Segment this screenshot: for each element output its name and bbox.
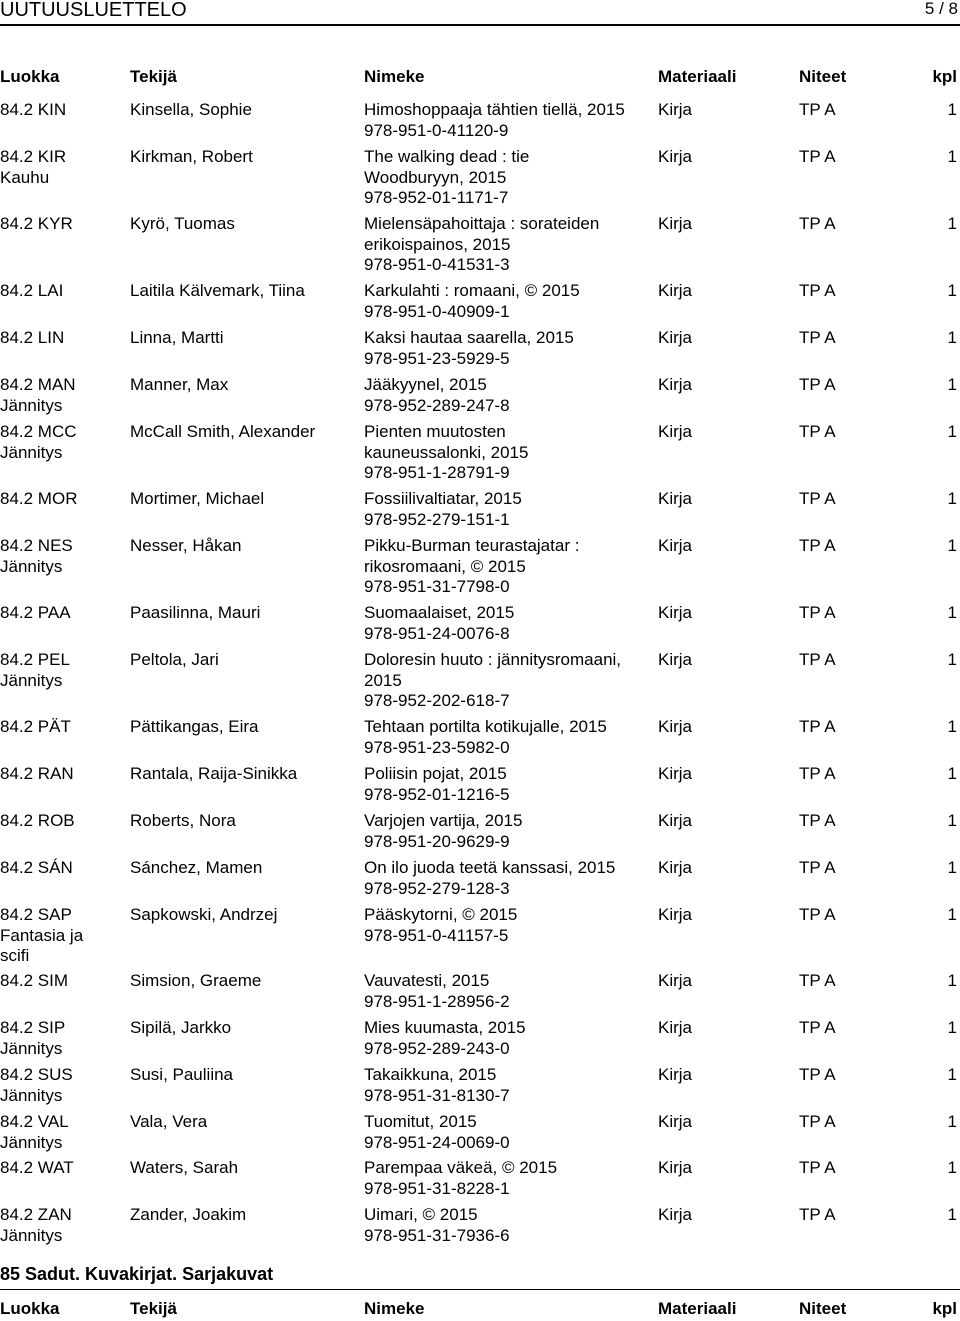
tekija-cell: Sipilä, Jarkko [130,1018,232,1037]
materiaali-cell: Kirja [658,375,693,394]
page-header [0,0,960,22]
nimeke-cell-line: Varjojen vartija, 2015 [364,811,523,830]
nimeke-cell [364,489,522,530]
niteet-cell: TP A [799,971,836,990]
tekija-cell: Peltola, Jari [130,650,219,669]
luokka-cell-line: Jännitys [0,1225,63,1245]
nimeke-cell-line: 978-951-20-9629-9 [364,831,510,851]
tekija-cell: Sapkowski, Andrzej [130,905,278,924]
nimeke-cell-line: 978-951-31-7936-6 [364,1225,510,1245]
luokka-cell-line: 84.2 WAT [0,1158,74,1177]
kpl-cell: 1 [947,811,957,830]
materiaali-cell: Kirja [658,147,693,166]
luokka-cell [0,1018,125,1059]
kpl-cell: 1 [947,1205,957,1224]
column-header-nimeke: Nimeke [364,1299,425,1318]
kpl-cell: 1 [947,375,957,394]
tekija-cell: Sánchez, Mamen [130,858,263,877]
tekija-cell: Kinsella, Sophie [130,100,252,119]
tekija-cell: Zander, Joakim [130,1205,247,1224]
materiaali-cell: Kirja [658,1112,693,1131]
column-header-nimeke: Nimeke [364,67,425,86]
luokka-cell-line: Jännitys [0,442,63,462]
luokka-cell-line: 84.2 RAN [0,764,74,783]
kpl-cell: 1 [947,1158,957,1177]
kpl-cell: 1 [947,905,957,924]
nimeke-cell-line: 978-951-24-0076-8 [364,623,510,643]
niteet-cell: TP A [799,905,836,924]
nimeke-cell-line: Himoshoppaaja tähtien tiellä, 2015 [364,100,625,119]
materiaali-cell: Kirja [658,422,693,441]
nimeke-cell-line: 978-951-31-8130-7 [364,1085,510,1105]
materiaali-cell: Kirja [658,603,693,622]
nimeke-cell-line: 978-951-23-5929-5 [364,348,510,368]
nimeke-cell-line: Kaksi hautaa saarella, 2015 [364,328,574,347]
materiaali-cell: Kirja [658,1158,693,1177]
nimeke-cell-line: The walking dead : tie [364,147,530,166]
nimeke-cell-line: 978-951-0-41120-9 [364,120,509,140]
niteet-cell: TP A [799,100,836,119]
nimeke-cell [364,717,607,758]
nimeke-cell [364,1205,510,1246]
nimeke-cell [364,905,517,946]
luokka-cell-line: 84.2 LIN [0,328,65,347]
nimeke-cell-line: 978-951-1-28956-2 [364,991,510,1011]
nimeke-cell-line: kauneussalonki, 2015 [364,442,529,462]
nimeke-cell [364,650,621,712]
luokka-cell-line: 84.2 PAA [0,603,71,622]
materiaali-cell: Kirja [658,1018,693,1037]
niteet-cell: TP A [799,1065,836,1084]
kpl-cell: 1 [947,281,957,300]
luokka-cell-line: 84.2 ZAN [0,1205,72,1224]
nimeke-cell [364,1065,510,1106]
tekija-cell: Manner, Max [130,375,229,394]
materiaali-cell: Kirja [658,1205,693,1224]
luokka-cell-line: 84.2 PÄT [0,717,71,736]
niteet-cell: TP A [799,858,836,877]
nimeke-cell-line: 978-951-1-28791-9 [364,463,510,482]
luokka-cell-line: Jännitys [0,670,63,690]
nimeke-cell-line: Jääkyynel, 2015 [364,375,487,394]
tekija-cell: Rantala, Raija-Sinikka [130,764,298,783]
nimeke-cell-line: 978-952-01-1171-7 [364,188,509,207]
nimeke-cell-line: Tuomitut, 2015 [364,1112,477,1131]
nimeke-cell [364,375,510,416]
nimeke-cell-line: 2015 [364,670,402,690]
niteet-cell: TP A [799,281,836,300]
materiaali-cell: Kirja [658,905,693,924]
nimeke-cell-line: Tehtaan portilta kotikujalle, 2015 [364,717,607,736]
nimeke-cell [364,328,574,369]
nimeke-cell-line: Poliisin pojat, 2015 [364,764,507,783]
materiaali-cell: Kirja [658,811,693,830]
luokka-cell [0,1205,125,1246]
luokka-cell [0,603,125,624]
nimeke-cell-line: Pääskytorni, © 2015 [364,905,518,924]
nimeke-cell [364,603,514,644]
tekija-cell: Paasilinna, Mauri [130,603,261,622]
nimeke-cell [364,214,599,276]
nimeke-cell-line: 978-952-202-618-7 [364,691,510,710]
luokka-cell-line: 84.2 SAP [0,905,72,924]
kpl-cell: 1 [947,971,957,990]
tekija-cell: Kyrö, Tuomas [130,214,235,233]
materiaali-cell: Kirja [658,858,693,877]
column-header-luokka: Luokka [0,67,60,86]
materiaali-cell: Kirja [658,1065,693,1084]
nimeke-cell-line: 978-951-31-8228-1 [364,1178,510,1198]
column-header-materiaali: Materiaali [658,67,737,86]
nimeke-cell-line: Vauvatesti, 2015 [364,971,490,990]
nimeke-cell-line: 978-951-0-41157-5 [364,925,509,945]
nimeke-cell-line: 978-952-279-151-1 [364,509,510,529]
nimeke-cell [364,971,510,1012]
luokka-cell-line: 84.2 PEL [0,650,70,669]
column-header-materiaali: Materiaali [658,1299,737,1318]
luokka-cell-line: Jännitys [0,1132,63,1152]
niteet-cell: TP A [799,811,836,830]
niteet-cell: TP A [799,422,836,441]
kpl-cell: 1 [947,858,957,877]
niteet-cell: TP A [799,603,836,622]
column-header-row [0,67,960,89]
nimeke-cell-line: On ilo juoda teetä kanssasi, 2015 [364,858,616,877]
kpl-cell: 1 [947,489,957,508]
materiaali-cell: Kirja [658,100,693,119]
kpl-cell: 1 [947,717,957,736]
kpl-cell: 1 [947,328,957,347]
nimeke-cell [364,147,529,209]
luokka-cell [0,281,125,302]
luokka-cell [0,328,125,349]
luokka-cell [0,905,125,967]
luokka-cell-line: 84.2 VAL [0,1112,69,1131]
tekija-cell: Kirkman, Robert [130,147,253,166]
niteet-cell: TP A [799,1112,836,1131]
column-header-tekija: Tekijä [130,67,177,86]
kpl-cell: 1 [947,536,957,555]
tekija-cell: Vala, Vera [130,1112,208,1131]
nimeke-cell-line: Doloresin huuto : jännitysromaani, [364,650,622,669]
luokka-cell-line: 84.2 KIN [0,100,67,119]
tekija-cell: Roberts, Nora [130,811,236,830]
nimeke-cell [364,100,625,141]
kpl-cell: 1 [947,1112,957,1131]
luokka-cell-line: 84.2 ROB [0,811,75,830]
niteet-cell: TP A [799,536,836,555]
niteet-cell: TP A [799,1205,836,1224]
nimeke-cell-line: Pienten muutosten [364,422,506,441]
column-header-kpl: kpl [932,1299,957,1318]
tekija-cell: Simsion, Graeme [130,971,262,990]
nimeke-cell-line: Fossiilivaltiatar, 2015 [364,489,522,508]
kpl-cell: 1 [947,214,957,233]
kpl-cell: 1 [947,1065,957,1084]
nimeke-cell [364,422,528,484]
nimeke-cell [364,811,522,852]
luokka-cell [0,100,125,121]
luokka-cell [0,650,125,691]
nimeke-cell-line: 978-951-24-0069-0 [364,1132,510,1152]
luokka-cell-line: Kauhu [0,167,50,187]
nimeke-cell-line: Woodburyyn, 2015 [364,167,507,187]
tekija-cell: Mortimer, Michael [130,489,265,508]
luokka-cell [0,536,125,577]
luokka-cell-line: 84.2 LAI [0,281,64,300]
materiaali-cell: Kirja [658,717,693,736]
luokka-cell-line: Jännitys [0,395,63,415]
tekija-cell: Susi, Pauliina [130,1065,234,1084]
luokka-cell [0,1112,125,1153]
niteet-cell: TP A [799,214,836,233]
nimeke-cell-line: 978-951-0-41531-3 [364,255,510,274]
nimeke-cell-line: 978-952-01-1216-5 [364,784,510,804]
niteet-cell: TP A [799,650,836,669]
luokka-cell-line: 84.2 MAN [0,375,76,394]
nimeke-cell-line: 978-952-279-128-3 [364,878,510,898]
section-title: 85 Sadut. Kuvakirjat. Sarjakuvat [0,1264,274,1284]
nimeke-cell-line: Karkulahti : romaani, © 2015 [364,281,580,300]
nimeke-cell [364,536,579,598]
nimeke-cell-line: Suomaalaiset, 2015 [364,603,515,622]
tekija-cell: Linna, Martti [130,328,224,347]
nimeke-cell [364,1018,526,1059]
luokka-cell-line: Jännitys [0,1038,63,1058]
luokka-cell [0,489,125,510]
column-header-kpl: kpl [932,67,957,86]
kpl-cell: 1 [947,147,957,166]
luokka-cell [0,717,125,738]
header-divider [0,24,960,26]
materiaali-cell: Kirja [658,214,693,233]
materiaali-cell: Kirja [658,328,693,347]
nimeke-cell-line: 978-951-31-7798-0 [364,577,510,596]
luokka-cell-line: Fantasia ja [0,925,84,945]
luokka-cell-line: Jännitys [0,556,63,576]
tekija-cell: Nesser, Håkan [130,536,242,555]
niteet-cell: TP A [799,717,836,736]
niteet-cell: TP A [799,1158,836,1177]
nimeke-cell-line: rikosromaani, © 2015 [364,556,526,576]
luokka-cell-line: 84.2 MOR [0,489,78,508]
nimeke-cell [364,858,615,899]
page-number: 5 / 8 [924,0,958,18]
materiaali-cell: Kirja [658,536,693,555]
luokka-cell [0,422,125,463]
luokka-cell [0,214,125,235]
nimeke-cell-line: Mielensäpahoittaja : sorateiden [364,214,600,233]
nimeke-cell-line: Mies kuumasta, 2015 [364,1018,526,1037]
tekija-cell: Waters, Sarah [130,1158,239,1177]
luokka-cell-line: 84.2 SIM [0,971,69,990]
luokka-cell [0,147,125,188]
luokka-cell-line: 84.2 KYR [0,214,73,233]
nimeke-cell-line: 978-952-289-243-0 [364,1038,510,1058]
tekija-cell: Pättikangas, Eira [130,717,259,736]
luokka-cell [0,1158,125,1179]
materiaali-cell: Kirja [658,971,693,990]
luokka-cell-line: 84.2 SIP [0,1018,66,1037]
luokka-cell-line: 84.2 SUS [0,1065,73,1084]
niteet-cell: TP A [799,375,836,394]
column-header-row-bottom [0,1299,960,1321]
column-header-niteet: Niteet [799,1299,847,1318]
kpl-cell: 1 [947,100,957,119]
tekija-cell: McCall Smith, Alexander [130,422,316,441]
niteet-cell: TP A [799,764,836,783]
luokka-cell [0,375,125,416]
luokka-cell-line: 84.2 KIR [0,147,67,166]
luokka-cell-line: 84.2 NES [0,536,73,555]
luokka-cell [0,1065,125,1106]
materiaali-cell: Kirja [658,650,693,669]
kpl-cell: 1 [947,603,957,622]
kpl-cell: 1 [947,422,957,441]
nimeke-cell-line: 978-951-0-40909-1 [364,301,510,321]
luokka-cell-line: scifi [0,946,30,965]
nimeke-cell-line: 978-951-23-5982-0 [364,737,510,757]
nimeke-cell-line: Parempaa väkeä, © 2015 [364,1158,558,1177]
nimeke-cell-line: Takaikkuna, 2015 [364,1065,497,1084]
niteet-cell: TP A [799,489,836,508]
luokka-cell-line: Jännitys [0,1085,63,1105]
nimeke-cell-line: 978-952-289-247-8 [364,395,510,415]
kpl-cell: 1 [947,764,957,783]
niteet-cell: TP A [799,328,836,347]
kpl-cell: 1 [947,1018,957,1037]
niteet-cell: TP A [799,1018,836,1037]
footer-divider [0,1289,960,1290]
luokka-cell [0,764,125,785]
column-header-niteet: Niteet [799,67,847,86]
column-header-luokka: Luokka [0,1299,60,1318]
nimeke-cell-line: erikoispainos, 2015 [364,234,511,254]
luokka-cell-line: 84.2 SÁN [0,858,73,877]
nimeke-cell-line: Uimari, © 2015 [364,1205,478,1224]
nimeke-cell [364,281,580,322]
luokka-cell [0,971,125,992]
luokka-cell [0,858,125,879]
nimeke-cell [364,1158,557,1199]
nimeke-cell-line: Pikku-Burman teurastajatar : [364,536,580,555]
luokka-cell-line: 84.2 MCC [0,422,77,441]
materiaali-cell: Kirja [658,281,693,300]
nimeke-cell [364,764,510,805]
materiaali-cell: Kirja [658,489,693,508]
luokka-cell [0,811,125,832]
nimeke-cell [364,1112,510,1153]
materiaali-cell: Kirja [658,764,693,783]
document-title: UUTUUSLUETTELO [0,0,187,21]
niteet-cell: TP A [799,147,836,166]
tekija-cell: Laitila Kälvemark, Tiina [130,281,305,300]
kpl-cell: 1 [947,650,957,669]
column-header-tekija: Tekijä [130,1299,177,1318]
